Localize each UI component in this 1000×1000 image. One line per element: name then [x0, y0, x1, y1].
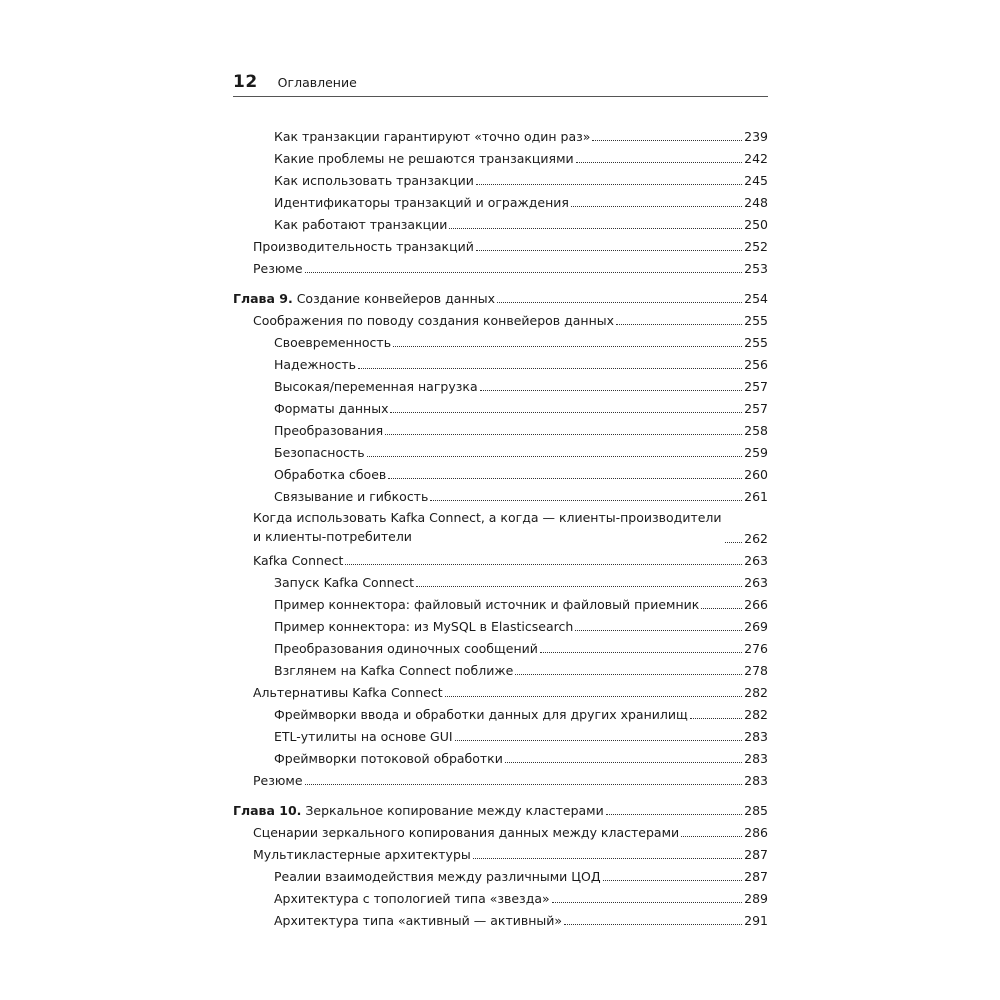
- dot-leader: [358, 368, 742, 369]
- running-head: [233, 72, 768, 94]
- toc-page-number: 276: [744, 641, 768, 656]
- dot-leader: [575, 630, 742, 631]
- dot-leader: [505, 762, 742, 763]
- toc-entry-title: Высокая/переменная нагрузка: [274, 379, 478, 394]
- toc-entry: [233, 548, 768, 570]
- toc-entry-title: Фреймворки потоковой обработки: [274, 751, 503, 766]
- toc-entry: [233, 212, 768, 234]
- toc-page-number: 262: [744, 531, 768, 546]
- dot-leader: [552, 902, 742, 903]
- header-rule: [233, 96, 768, 97]
- toc-entry-title: Запуск Kafka Connect: [274, 575, 415, 590]
- page-number: 12: [233, 72, 258, 92]
- toc-page-number: 259: [744, 445, 768, 460]
- toc-entry-title: Альтернативы Kafka Connect: [253, 685, 443, 700]
- toc-page-number: 254: [744, 291, 768, 306]
- toc-entry: [233, 746, 768, 768]
- toc-entry-title: Резюме: [253, 773, 303, 788]
- toc-entry: [233, 908, 768, 930]
- dot-leader: [385, 434, 742, 435]
- dot-leader: [476, 250, 742, 251]
- toc-entry-title: Kafka Connect: [253, 553, 344, 568]
- dot-leader: [449, 228, 742, 229]
- dot-leader: [606, 814, 742, 815]
- toc-entry-title: Преобразования: [274, 423, 384, 438]
- toc-entry-title: Безопасность: [274, 445, 365, 460]
- toc-entry: [233, 636, 768, 658]
- toc-page-number: 285: [744, 803, 768, 818]
- toc-entry: [233, 886, 768, 908]
- toc-page-number: 278: [744, 663, 768, 678]
- chapter-title: Зеркальное копирование между кластерами: [305, 803, 604, 818]
- chapter-label: Глава 10.: [233, 803, 302, 818]
- table-of-contents: [233, 124, 768, 930]
- toc-page-number: 256: [744, 357, 768, 372]
- toc-page-number: 286: [744, 825, 768, 840]
- toc-page-number: 283: [744, 751, 768, 766]
- toc-page-number: 250: [744, 217, 768, 232]
- toc-entry: [233, 256, 768, 278]
- chapter-label: Глава 9.: [233, 291, 293, 306]
- toc-entry-title: Идентификаторы транзакций и ограждения: [274, 195, 569, 210]
- toc-entry: [233, 506, 768, 548]
- toc-entry-title: Как работают транзакции: [274, 217, 448, 232]
- dot-leader: [367, 456, 743, 457]
- dot-leader: [701, 608, 742, 609]
- toc-entry: [233, 768, 768, 790]
- dot-leader: [681, 836, 742, 837]
- toc-entry-title: Пример коннектора: файловый источник и файловый приемник: [274, 597, 700, 612]
- toc-entry-title: Как транзакции гарантируют «точно один раз»: [274, 129, 591, 144]
- toc-entry-title: Какие проблемы не решаются транзакциями: [274, 151, 574, 166]
- toc-entry: [233, 702, 768, 724]
- toc-entry-title: [233, 804, 604, 818]
- toc-entry-title: Соображения по поводу создания конвейеров данных: [253, 313, 615, 328]
- dot-leader: [480, 390, 743, 391]
- toc-entry-title: Связывание и гибкость: [274, 489, 429, 504]
- toc-entry: [233, 864, 768, 886]
- dot-leader: [690, 718, 742, 719]
- toc-entry: [233, 614, 768, 636]
- toc-chapter-entry: [233, 286, 768, 308]
- toc-entry: [233, 168, 768, 190]
- dot-leader: [476, 184, 742, 185]
- toc-entry-title: ETL-утилиты на основе GUI: [274, 729, 453, 744]
- toc-entry: [233, 308, 768, 330]
- toc-entry: [233, 374, 768, 396]
- dot-leader: [473, 858, 742, 859]
- toc-entry: [233, 190, 768, 212]
- toc-entry-title: Фреймворки ввода и обработки данных для других хранилищ: [274, 707, 688, 722]
- toc-entry-title: Резюме: [253, 261, 303, 276]
- toc-entry: [233, 842, 768, 864]
- toc-page-number: 245: [744, 173, 768, 188]
- toc-page-number: 258: [744, 423, 768, 438]
- toc-page-number: 282: [744, 685, 768, 700]
- toc-page-number: 260: [744, 467, 768, 482]
- toc-entry: [233, 330, 768, 352]
- toc-page-number: 239: [744, 129, 768, 144]
- dot-leader: [592, 140, 742, 141]
- dot-leader: [416, 586, 742, 587]
- dot-leader: [305, 784, 743, 785]
- toc-page-number: 287: [744, 847, 768, 862]
- toc-entry: [233, 440, 768, 462]
- toc-entry-title: Архитектура с топологией типа «звезда»: [274, 891, 550, 906]
- dot-leader: [571, 206, 742, 207]
- toc-entry: [233, 146, 768, 168]
- toc-entry-title: Пример коннектора: из MySQL в Elasticsearch: [274, 619, 574, 634]
- dot-leader: [388, 478, 742, 479]
- toc-entry-title: Как использовать транзакции: [274, 173, 474, 188]
- toc-entry-title: Архитектура типа «активный — активный»: [274, 913, 563, 928]
- toc-entry: [233, 124, 768, 146]
- toc-page-number: 263: [744, 575, 768, 590]
- dot-leader: [430, 500, 742, 501]
- toc-entry-title: Производительность транзакций: [253, 239, 474, 254]
- dot-leader: [345, 564, 742, 565]
- toc-page-number: 257: [744, 401, 768, 416]
- toc-page-number: 291: [744, 913, 768, 928]
- toc-page-number: 255: [744, 313, 768, 328]
- toc-entry: [233, 820, 768, 842]
- toc-entry-title: Взглянем на Kafka Connect поближе: [274, 663, 514, 678]
- toc-page-number: 242: [744, 151, 768, 166]
- toc-page-number: 261: [744, 489, 768, 504]
- toc-entry-title: Своевременность: [274, 335, 392, 350]
- dot-leader: [390, 412, 742, 413]
- toc-page-number: 282: [744, 707, 768, 722]
- toc-entry-title: Сценарии зеркального копирования данных между кластерами: [253, 825, 680, 840]
- toc-entry-title: Преобразования одиночных сообщений: [274, 641, 538, 656]
- toc-entry: [233, 234, 768, 256]
- toc-entry: [233, 592, 768, 614]
- dot-leader: [576, 162, 743, 163]
- toc-entry-title: Надежность: [274, 357, 356, 372]
- dot-leader: [515, 674, 742, 675]
- toc-entry: [233, 484, 768, 506]
- toc-entry: [233, 418, 768, 440]
- dot-leader: [393, 346, 742, 347]
- dot-leader: [455, 740, 743, 741]
- toc-page-number: 257: [744, 379, 768, 394]
- toc-entry: [233, 352, 768, 374]
- toc-page-number: 289: [744, 891, 768, 906]
- dot-leader: [616, 324, 742, 325]
- dot-leader: [497, 302, 742, 303]
- toc-page-number: 255: [744, 335, 768, 350]
- toc-page-number: 253: [744, 261, 768, 276]
- toc-page-number: 248: [744, 195, 768, 210]
- dot-leader: [564, 924, 742, 925]
- toc-chapter-entry: [233, 798, 768, 820]
- toc-page-number: 263: [744, 553, 768, 568]
- toc-entry: [233, 570, 768, 592]
- toc-entry-title: [233, 292, 495, 306]
- toc-page-number: 283: [744, 773, 768, 788]
- toc-entry-title: Форматы данных: [274, 401, 389, 416]
- toc-page-number: 252: [744, 239, 768, 254]
- toc-entry: [233, 462, 768, 484]
- chapter-title: Создание конвейеров данных: [296, 291, 496, 306]
- toc-entry-title: Когда использовать Kafka Connect, а когда — клиенты-производители и клиенты-потребители: [253, 510, 722, 544]
- dot-leader: [725, 542, 742, 543]
- toc-entry-title: Мультикластерные архитектуры: [253, 847, 471, 862]
- dot-leader: [540, 652, 742, 653]
- toc-page-number: 287: [744, 869, 768, 884]
- running-title: Оглавление: [277, 75, 357, 90]
- toc-entry: [233, 658, 768, 680]
- toc-page-number: 283: [744, 729, 768, 744]
- dot-leader: [445, 696, 743, 697]
- toc-entry: [233, 724, 768, 746]
- toc-entry-title: Обработка сбоев: [274, 467, 387, 482]
- dot-leader: [305, 272, 743, 273]
- toc-page-number: 269: [744, 619, 768, 634]
- toc-entry: [233, 680, 768, 702]
- toc-entry: [233, 396, 768, 418]
- toc-page-number: 266: [744, 597, 768, 612]
- dot-leader: [603, 880, 743, 881]
- toc-entry-title: Реалии взаимодействия между различными ЦОД: [274, 869, 601, 884]
